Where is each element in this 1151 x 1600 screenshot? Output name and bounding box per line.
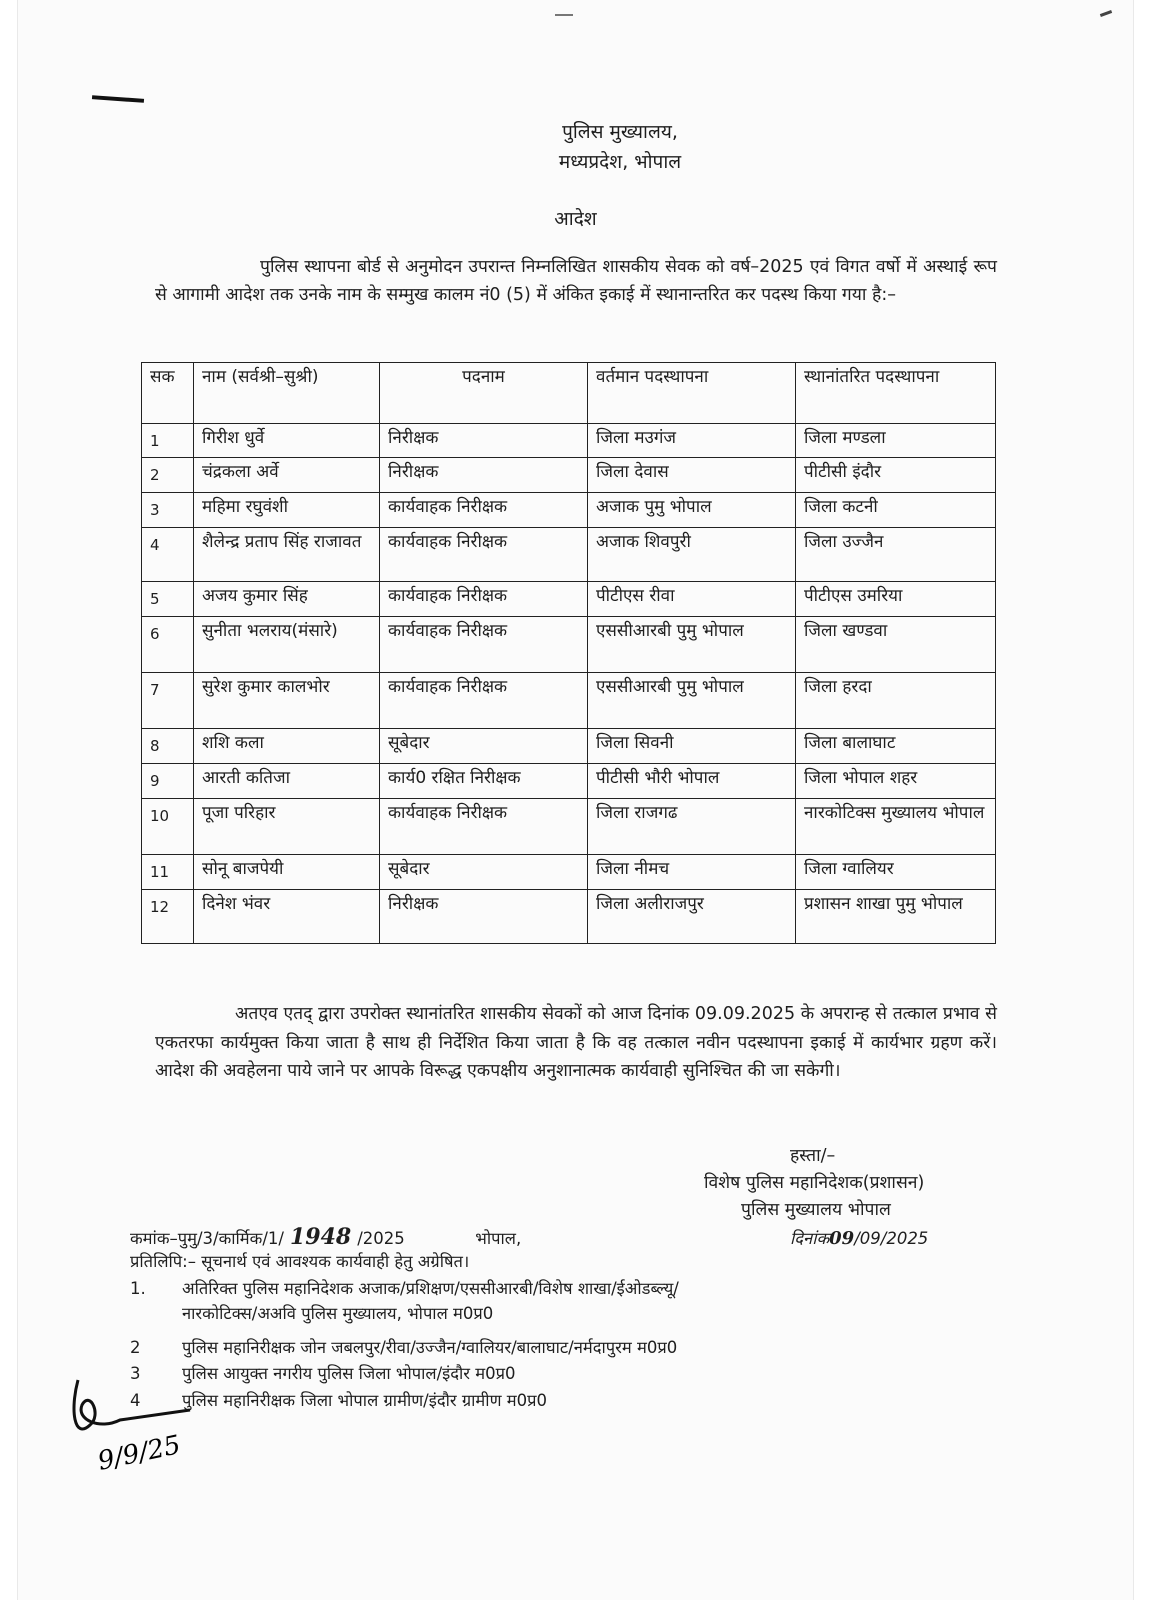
table-row xyxy=(142,764,996,799)
serial-cell: 11 xyxy=(142,855,194,890)
table-header-row xyxy=(142,363,996,424)
designation-cell: सूबेदार xyxy=(380,855,588,890)
name-cell: दिनेश भंवर xyxy=(194,890,380,944)
name-cell: गिरीश धुर्वे xyxy=(194,424,380,458)
column-header: वर्तमान पदस्थापना xyxy=(588,363,796,424)
table-row xyxy=(142,799,996,855)
current-posting-cell: एससीआरबी पुमु भोपाल xyxy=(588,673,796,729)
reference-prefix: कमांक–पुमु/3/कार्मिक/1/ xyxy=(130,1229,284,1248)
serial-cell: 12 xyxy=(142,890,194,944)
designation-cell: कार्यवाहक निरीक्षक xyxy=(380,799,588,855)
initials-scribble xyxy=(60,1370,210,1480)
signed-mark: हस्ता/– xyxy=(790,1146,836,1166)
designation-cell: कार्यवाहक निरीक्षक xyxy=(380,493,588,528)
item-text: पुलिस महानिरीक्षक जोन जबलपुर/रीवा/उज्जैन/ग्वालियर/बालाघाट/नर्मदापुरम म0प्र0 xyxy=(182,1338,678,1357)
handwritten-initials xyxy=(60,1370,210,1480)
scan-mark xyxy=(555,14,573,16)
designation-cell: निरीक्षक xyxy=(380,890,588,944)
serial-cell: 4 xyxy=(142,528,194,582)
current-posting-cell: जिला अलीराजपुर xyxy=(588,890,796,944)
reference-number xyxy=(130,1224,521,1250)
item-text: पुलिस महानिरीक्षक जिला भोपाल ग्रामीण/इंदौर ग्रामीण म0प्र0 xyxy=(182,1391,547,1410)
item-number: 1. xyxy=(130,1279,146,1298)
order-date xyxy=(790,1226,928,1249)
designation-cell: निरीक्षक xyxy=(380,458,588,493)
transfer-posting-cell: पीटीएस उमरिया xyxy=(796,582,996,617)
date-rest: /09/2025 xyxy=(854,1229,929,1248)
current-posting-cell: एससीआरबी पुमु भोपाल xyxy=(588,617,796,673)
transfer-posting-cell: जिला खण्डवा xyxy=(796,617,996,673)
column-header: स्थानांतरित पदस्थापना xyxy=(796,363,996,424)
table-row xyxy=(142,528,996,582)
table-row xyxy=(142,424,996,458)
transfer-posting-cell: जिला बालाघाट xyxy=(796,729,996,764)
serial-cell: 6 xyxy=(142,617,194,673)
current-posting-cell: जिला मउगंज xyxy=(588,424,796,458)
name-cell: सुरेश कुमार कालभोर xyxy=(194,673,380,729)
reference-city: भोपाल, xyxy=(475,1229,522,1248)
serial-cell: 10 xyxy=(142,799,194,855)
designation-cell: सूबेदार xyxy=(380,729,588,764)
current-posting-cell: अजाक शिवपुरी xyxy=(588,528,796,582)
designation-cell: कार्यवाहक निरीक्षक xyxy=(380,673,588,729)
current-posting-cell: जिला सिवनी xyxy=(588,729,796,764)
reference-handwritten-number: 1948 xyxy=(289,1224,352,1250)
date-day: 09 xyxy=(829,1228,855,1249)
serial-cell: 1 xyxy=(142,424,194,458)
transfer-posting-cell: नारकोटिक्स मुख्यालय भोपाल xyxy=(796,799,996,855)
item-number: 2 xyxy=(130,1338,141,1357)
name-cell: शशि कला xyxy=(194,729,380,764)
transfer-posting-cell: जिला ग्वालियर xyxy=(796,855,996,890)
serial-cell: 8 xyxy=(142,729,194,764)
current-posting-cell: अजाक पुमु भोपाल xyxy=(588,493,796,528)
table-row xyxy=(142,617,996,673)
name-cell: आरती कतिजा xyxy=(194,764,380,799)
name-cell: अजय कुमार सिंह xyxy=(194,582,380,617)
handwritten-date: 9/9/25 xyxy=(95,1430,184,1477)
distribution-item-continued: नारकोटिक्स/अअवि पुलिस मुख्यालय, भोपाल म0प्र0 xyxy=(182,1304,494,1323)
column-header: सक xyxy=(142,363,194,424)
serial-cell: 2 xyxy=(142,458,194,493)
transfer-posting-cell: जिला हरदा xyxy=(796,673,996,729)
transfer-posting-cell: जिला उज्जैन xyxy=(796,528,996,582)
item-number: 4 xyxy=(130,1391,141,1410)
designation-cell: निरीक्षक xyxy=(380,424,588,458)
office-location: मध्यप्रदेश, भोपाल xyxy=(558,151,682,173)
distribution-item xyxy=(130,1335,677,1358)
table-row xyxy=(142,729,996,764)
designation-cell: कार्यवाहक निरीक्षक xyxy=(380,582,588,617)
reference-suffix: /2025 xyxy=(357,1229,405,1248)
item-text: पुलिस आयुक्त नगरीय पुलिस जिला भोपाल/इंदौर म0प्र0 xyxy=(182,1364,516,1383)
intro-paragraph: पुलिस स्थापना बोर्ड से अनुमोदन उपरान्त निम्नलिखित शासकीय सेवक को वर्ष–2025 एवं विगत वर्षो में अस्थाई रूप से आगामी आदेश तक उनके नाम के सम्मुख कालम नं0 (5) में अंकित इकाई में स्थानान्तरित कर पदस्थ किया गया है:– xyxy=(155,257,997,305)
distribution-item xyxy=(130,1276,679,1299)
serial-cell: 5 xyxy=(142,582,194,617)
table-row xyxy=(142,458,996,493)
name-cell: सोनू बाजपेयी xyxy=(194,855,380,890)
transfer-posting-cell: जिला भोपाल शहर xyxy=(796,764,996,799)
name-cell: महिमा रघुवंशी xyxy=(194,493,380,528)
transfer-posting-cell: जिला मण्डला xyxy=(796,424,996,458)
table-row xyxy=(142,890,996,944)
transfer-posting-cell: प्रशासन शाखा पुमु भोपाल xyxy=(796,890,996,944)
current-posting-cell: जिला नीमच xyxy=(588,855,796,890)
current-posting-cell: पीटीएस रीवा xyxy=(588,582,796,617)
name-cell: चंद्रकला अर्वे xyxy=(194,458,380,493)
name-cell: पूजा परिहार xyxy=(194,799,380,855)
date-label: दिनांक xyxy=(790,1229,830,1248)
item-number: 3 xyxy=(130,1364,141,1383)
serial-cell: 7 xyxy=(142,673,194,729)
designation-cell: कार्यवाहक निरीक्षक xyxy=(380,617,588,673)
copy-label: प्रतिलिपि:– सूचनार्थ एवं आवश्यक कार्यवाही हेतु अग्रेषित। xyxy=(130,1252,470,1271)
table-row xyxy=(142,582,996,617)
serial-cell: 9 xyxy=(142,764,194,799)
order-title: आदेश xyxy=(554,208,597,230)
signatory-office: पुलिस मुख्यालय भोपाल xyxy=(741,1200,891,1220)
current-posting-cell: पीटीसी भौरी भोपाल xyxy=(588,764,796,799)
serial-cell: 3 xyxy=(142,493,194,528)
table-row xyxy=(142,855,996,890)
name-cell: सुनीता भलराय(मंसारे) xyxy=(194,617,380,673)
transfer-posting-cell: पीटीसी इंदौर xyxy=(796,458,996,493)
designation-cell: कार्यवाहक निरीक्षक xyxy=(380,528,588,582)
current-posting-cell: जिला देवास xyxy=(588,458,796,493)
transfer-table xyxy=(141,362,996,944)
item-text: अतिरिक्त पुलिस महानिदेशक अजाक/प्रशिक्षण/एससीआरबी/विशेष शाखा/ईओडब्ल्यू/ xyxy=(182,1279,679,1298)
name-cell: शैलेन्द्र प्रताप सिंह राजावत xyxy=(194,528,380,582)
office-name: पुलिस मुख्यालय, xyxy=(562,121,678,143)
signatory-designation: विशेष पुलिस महानिदेशक(प्रशासन) xyxy=(704,1173,925,1193)
column-header: पदनाम xyxy=(380,363,588,424)
designation-cell: कार्य0 रक्षित निरीक्षक xyxy=(380,764,588,799)
current-posting-cell: जिला राजगढ xyxy=(588,799,796,855)
table-row xyxy=(142,493,996,528)
transfer-posting-cell: जिला कटनी xyxy=(796,493,996,528)
column-header: नाम (सर्वश्री–सुश्री) xyxy=(194,363,380,424)
closing-paragraph: अतएव एतद् द्वारा उपरोक्त स्थानांतरित शासकीय सेवकों को आज दिनांक 09.09.2025 के अपरान्ह से तत्काल प्रभाव से एकतरफा कार्यमुक्त किया जाता है साथ ही निर्देशित किया जाता है कि वह तत्काल नवीन पदस्थापना इकाई में कार्यभार ग्रहण करें। आदेश की अवहेलना पाये जाने पर आपके विरूद्ध एकपक्षीय अनुशानात्मक कार्यवाही सुनिश्चित की जा सकेगी। xyxy=(155,1004,997,1081)
table-row xyxy=(142,673,996,729)
